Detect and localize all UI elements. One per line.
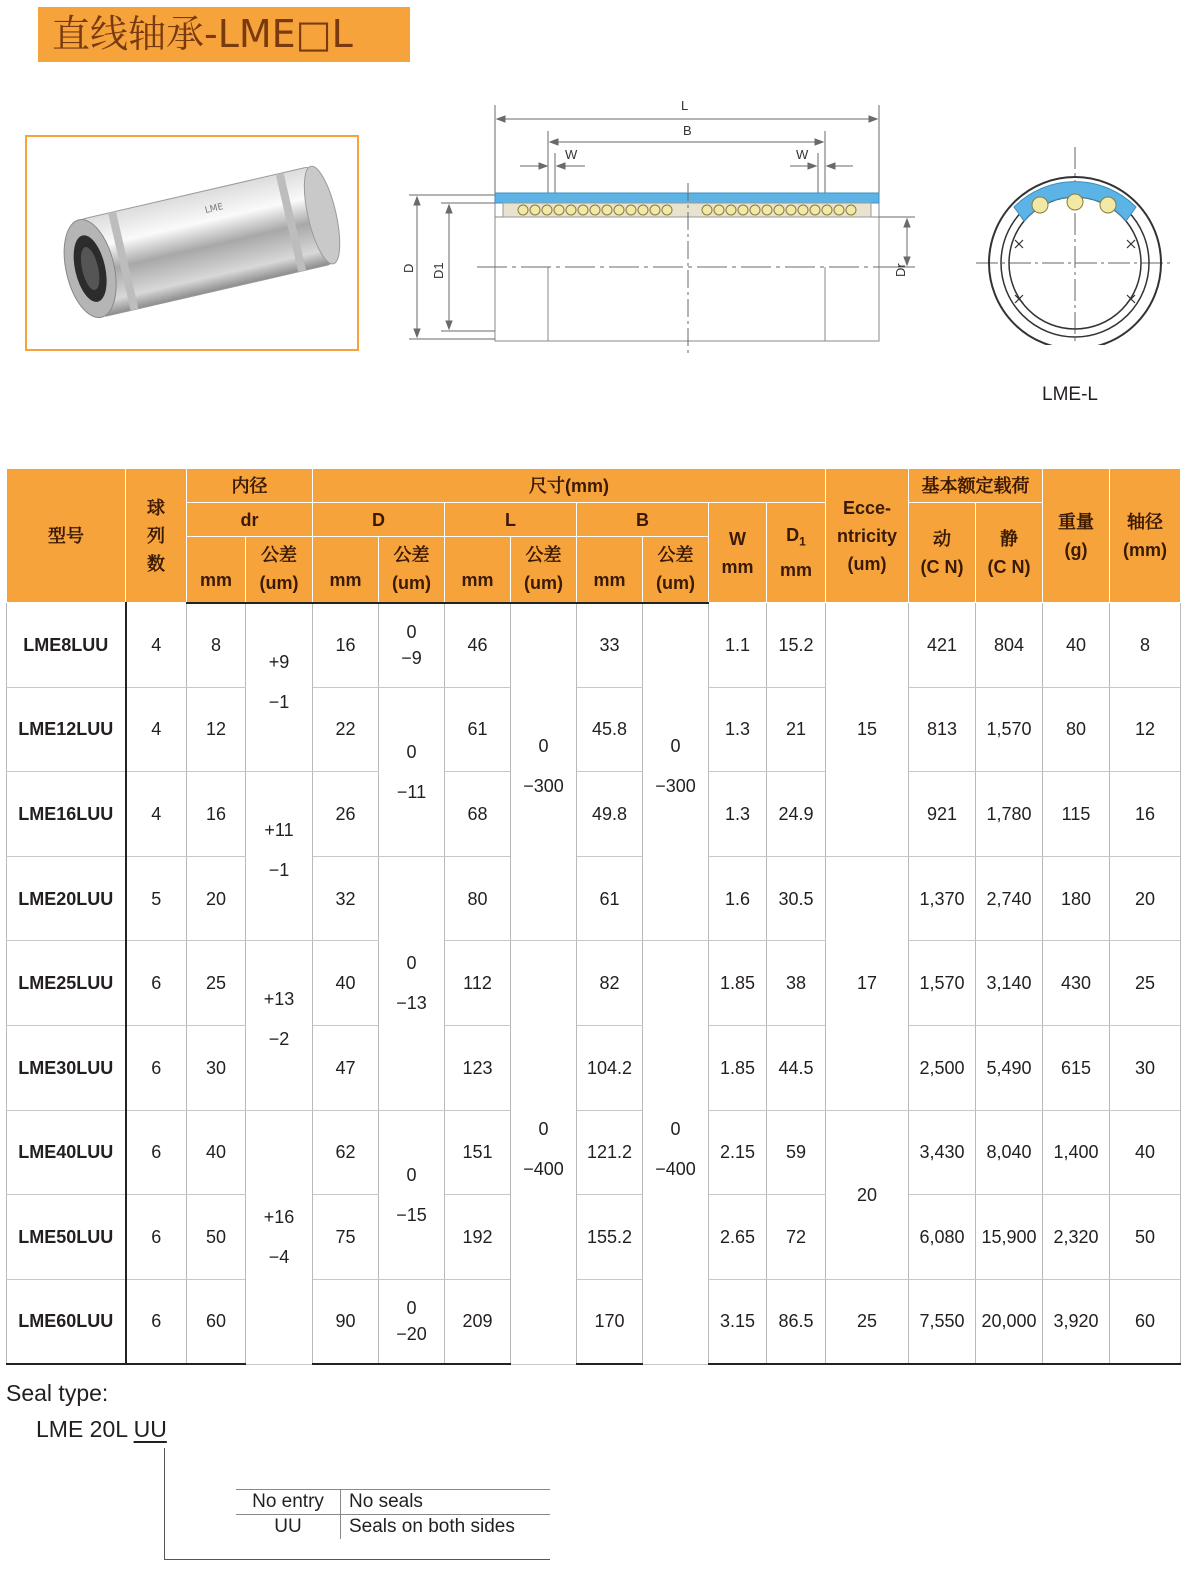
- header-ball-rows: 球列数: [126, 469, 187, 603]
- L-tol-cell: 0 −400: [511, 941, 577, 1364]
- dim-W-right: W: [796, 147, 809, 162]
- header-dynamic: 动 (C N): [909, 503, 976, 603]
- header-L-mm: mm: [445, 537, 511, 603]
- svg-text:LME: LME: [204, 202, 225, 217]
- end-view-drawing: [970, 145, 1180, 350]
- header-D1: $D_1$ mm: [767, 503, 826, 603]
- header-D-tol: 公差 (um): [379, 537, 445, 603]
- dr-tol-cell: +16 −4: [246, 1110, 313, 1364]
- section-drawing: [395, 95, 925, 370]
- header-model: 型号: [7, 469, 126, 603]
- page-title: 直线轴承-LME□L: [52, 12, 353, 56]
- D-tol-cell: 0 −15: [379, 1110, 445, 1279]
- table-row: LME12LUU 4 12 22 0 −11 61 45.8 1.3 21 813 1,570 80 12: [7, 687, 1181, 772]
- header-B: B: [577, 503, 709, 537]
- table-row: LME8LUU 4 8 +9 −1 16 0 −9 46 0 −300 33 0 −300 1.1 15.2 15 421 804 40 8: [7, 603, 1181, 688]
- header-L: L: [445, 503, 577, 537]
- dr-tol-cell: +9 −1: [246, 603, 313, 772]
- header-shaft: 轴径 (mm): [1110, 469, 1181, 603]
- end-view-label: LME-L: [1042, 384, 1098, 405]
- L-tol-cell: 0 −300: [511, 603, 577, 941]
- header-load: 基本额定载荷: [909, 469, 1043, 503]
- dim-D1: D1: [431, 262, 446, 279]
- table-row: LME50LUU 6 50 75 192 155.2 2.65 72 6,080 15,900 2,320 50: [7, 1195, 1181, 1280]
- title-banner: [38, 7, 410, 62]
- B-tol-cell: 0 −300: [643, 603, 709, 941]
- bearing-photo-illustration: [27, 137, 357, 349]
- ecc-cell: 25: [826, 1279, 909, 1364]
- dim-W-left: W: [565, 147, 578, 162]
- D-tol-cell: 0 −9: [379, 603, 445, 688]
- D-tol-cell: 0 −20: [379, 1279, 445, 1364]
- header-eccentricity: Ecce- ntricity (um): [826, 469, 909, 603]
- table-row: LME30LUU 6 30 47 123 104.2 1.85 44.5 2,500 5,490 615 30: [7, 1026, 1181, 1111]
- dim-D: D: [401, 263, 416, 273]
- dr-tol-cell: +13 −2: [246, 941, 313, 1110]
- header-dr-mm: mm: [187, 537, 246, 603]
- dr-tol-cell: +11 −1: [246, 772, 313, 941]
- header-B-mm: mm: [577, 537, 643, 603]
- dim-L: L: [681, 98, 689, 113]
- spec-table: [6, 468, 1181, 1365]
- ecc-cell: 20: [826, 1110, 909, 1279]
- leader-line: [164, 1448, 165, 1560]
- header-dims: 尺寸(mm): [313, 469, 826, 503]
- header-static: 静 (C N): [976, 503, 1043, 603]
- header-B-tol: 公差 (um): [643, 537, 709, 603]
- header-dr-tol: 公差 (um): [246, 537, 313, 603]
- table-row: LME25LUU 6 25 +13 −2 40 112 0 −400 82 0 −400 1.85 38 1,570 3,140 430 25: [7, 941, 1181, 1026]
- seal-option-row: No entry No seals: [236, 1490, 550, 1515]
- leader-line-bottom: [164, 1559, 550, 1560]
- dim-Dr: Dr: [893, 263, 908, 277]
- seal-option-row: UU Seals on both sides: [236, 1515, 550, 1540]
- seal-code-suffix: UU: [133, 1416, 167, 1442]
- table-row: LME60LUU 6 60 90 0 −20 209 170 3.15 86.5 25 7,550 20,000 3,920 60: [7, 1279, 1181, 1364]
- header-D: D: [313, 503, 445, 537]
- header-weight: 重量 (g): [1043, 469, 1110, 603]
- table-row: LME40LUU 6 40 +16 −4 62 0 −15 151 121.2 2.15 59 20 3,430 8,040 1,400 40: [7, 1110, 1181, 1195]
- header-inner-dia: 内径: [187, 469, 313, 503]
- header-L-tol: 公差 (um): [511, 537, 577, 603]
- seal-type-heading: Seal type:: [6, 1380, 109, 1406]
- table-row: LME16LUU 4 16 +11 −1 26 68 49.8 1.3 24.9 921 1,780 115 16: [7, 772, 1181, 857]
- header-W: W mm: [709, 503, 767, 603]
- seal-code: LME 20L UU: [36, 1416, 167, 1442]
- D-tol-cell: 0 −13: [379, 856, 445, 1110]
- header-dr: dr: [187, 503, 313, 537]
- ecc-cell: 15: [826, 603, 909, 857]
- ecc-cell: 17: [826, 856, 909, 1110]
- dim-B: B: [683, 123, 692, 138]
- B-tol-cell: 0 −400: [643, 941, 709, 1364]
- product-photo: [25, 135, 359, 351]
- header-D-mm: mm: [313, 537, 379, 603]
- table-row: LME20LUU 5 20 32 0 −13 80 61 1.6 30.5 17 1,370 2,740 180 20: [7, 856, 1181, 941]
- D-tol-cell: 0 −11: [379, 687, 445, 856]
- seal-options-table: [236, 1489, 550, 1539]
